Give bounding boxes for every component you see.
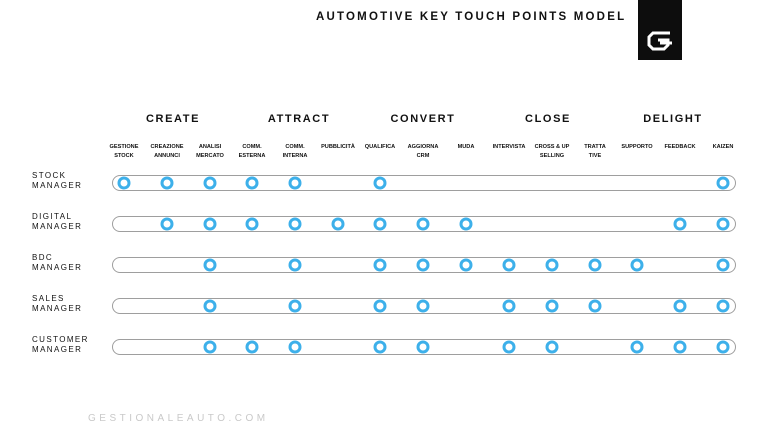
phase-close: CLOSE — [525, 113, 571, 125]
phase-attract: ATTRACT — [267, 113, 331, 125]
row-label: DIGITAL MANAGER — [32, 212, 83, 231]
row-label: BDC MANAGER — [32, 253, 83, 272]
touch-point-dot — [717, 300, 730, 313]
column-label: CROSS & UP SELLING — [534, 144, 570, 159]
touch-point-dot — [460, 259, 473, 272]
touch-point-dot — [417, 218, 430, 231]
row-label: STOCK MANAGER — [32, 171, 83, 190]
column-label: FEEDBACK — [664, 144, 696, 150]
touch-point-dot — [161, 177, 174, 190]
page-title: AUTOMOTIVE KEY TOUCH POINTS MODEL — [316, 11, 627, 23]
touch-point-dot — [503, 300, 516, 313]
column-label: KAIZEN — [712, 144, 734, 150]
touch-point-dot — [503, 341, 516, 354]
column-label: QUALIFICA — [364, 144, 396, 150]
touch-point-dot — [204, 341, 217, 354]
column-label: SUPPORTO — [621, 144, 653, 150]
column-label: PUBBLICITÀ — [321, 144, 355, 150]
row-label: CUSTOMER MANAGER — [32, 335, 89, 354]
touch-point-dot — [546, 300, 559, 313]
column-label: AGGIORNA CRM — [407, 144, 439, 159]
phase-convert: CONVERT — [390, 113, 456, 125]
logo — [638, 0, 682, 60]
touch-point-dot — [246, 177, 259, 190]
phase-delight: DELIGHT — [643, 113, 703, 125]
touch-point-dot — [332, 218, 345, 231]
touch-point-dot — [717, 177, 730, 190]
touch-point-dot — [460, 218, 473, 231]
touch-point-dot — [674, 218, 687, 231]
touch-point-dot — [417, 259, 430, 272]
touch-point-dot — [503, 259, 516, 272]
touch-point-dot — [246, 341, 259, 354]
touch-point-dot — [417, 300, 430, 313]
touch-point-dot — [204, 300, 217, 313]
touch-point-dot — [674, 300, 687, 313]
touch-point-dot — [289, 259, 302, 272]
phase-create: CREATE — [145, 113, 201, 125]
touch-point-dot — [674, 341, 687, 354]
column-label: INTERVISTA — [492, 144, 526, 150]
footer-website: GESTIONALEAUTO.COM — [88, 413, 269, 424]
touch-point-dot — [374, 341, 387, 354]
touch-point-dot — [118, 177, 131, 190]
column-label: CREAZIONE ANNUNCI — [150, 144, 184, 159]
touch-point-dot — [204, 177, 217, 190]
touch-point-dot — [374, 218, 387, 231]
touch-point-dot — [374, 300, 387, 313]
touch-point-dot — [717, 259, 730, 272]
gestionaleauto-g-logo-icon — [646, 30, 674, 52]
column-label: COMM. INTERNA — [282, 144, 308, 159]
column-label: MUDA — [457, 144, 475, 150]
touch-point-dot — [289, 300, 302, 313]
column-label: TRATTA TIVE — [584, 144, 606, 159]
touch-point-dot — [546, 341, 559, 354]
column-label: ANALISI MERCATO — [196, 144, 224, 159]
touch-point-dot — [717, 341, 730, 354]
row-label: SALES MANAGER — [32, 294, 83, 313]
column-label: COMM. ESTERNA — [238, 144, 266, 159]
touch-point-dot — [589, 300, 602, 313]
touch-point-dot — [289, 218, 302, 231]
touch-point-dot — [631, 259, 644, 272]
touch-point-dot — [417, 341, 430, 354]
touch-point-dot — [204, 218, 217, 231]
touch-point-dot — [289, 341, 302, 354]
touch-point-dot — [289, 177, 302, 190]
touch-point-dot — [717, 218, 730, 231]
touch-point-dot — [374, 259, 387, 272]
column-label: GESTIONE STOCK — [109, 144, 139, 159]
touch-point-dot — [204, 259, 217, 272]
touch-point-dot — [161, 218, 174, 231]
touch-point-dot — [589, 259, 602, 272]
touch-point-dot — [246, 218, 259, 231]
touch-point-dot — [631, 341, 644, 354]
touch-point-dot — [374, 177, 387, 190]
touch-point-dot — [546, 259, 559, 272]
